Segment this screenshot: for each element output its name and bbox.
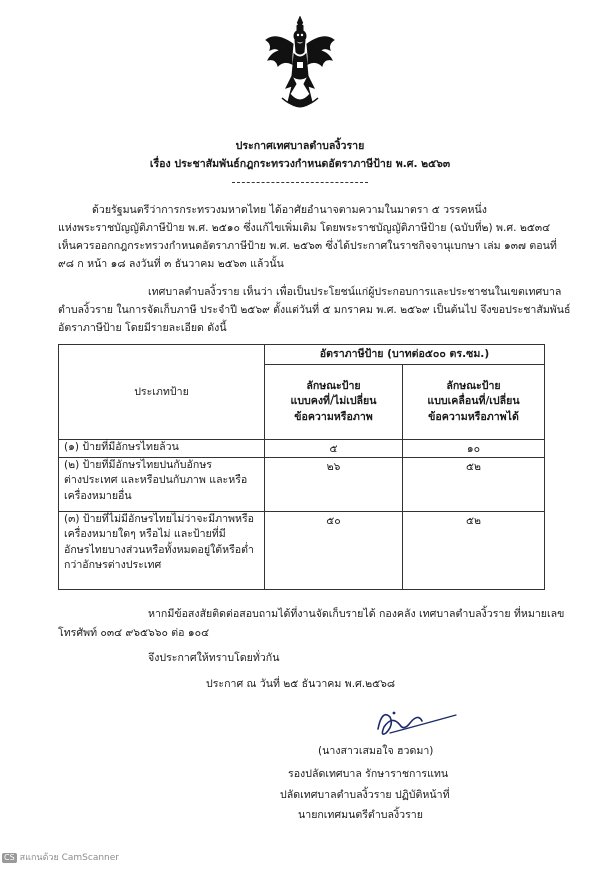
fixed-rate-value: ๒๖	[265, 458, 403, 512]
type-header-cell	[59, 345, 265, 440]
paragraph-line: อัตราภาษีป้าย โดยมีรายละเอียด ดังนี้	[58, 322, 227, 334]
signatory-position: ปลัดเทศบาลตำบลงิ้วราย ปฏิบัติหน้าที่	[280, 789, 450, 801]
paragraph-line: โทรศัพท์ ๐๓๔ ๙๖๕๖๖๐ ต่อ ๑๐๔	[58, 627, 210, 639]
announcement-title: ประกาศเทศบาลตำบลงิ้วราย	[235, 140, 365, 152]
paragraph-line: เห็นควรออกกฎกระทรวงกำหนดอัตราภาษีป้าย พ.ศ. ๒๕๖๓ ซึ่งได้ประกาศในราชกิจจานุเบกษา เล่ม ๑๓๗ ตอนที่	[58, 240, 557, 252]
signatory-name: (นางสาวเสมอใจ ฮวดมา)	[318, 745, 434, 757]
moving-rate-value: ๑๐	[403, 440, 545, 458]
camscanner-watermark	[2, 853, 119, 864]
announcement-subject: เรื่อง ประชาสัมพันธ์กฎกระทรวงกำหนดอัตราภาษีป้าย พ.ศ. ๒๕๖๓	[149, 158, 451, 170]
sign-type-cell: (๒) ป้ายที่มีอักษรไทยปนกับอักษร ต่างประเทศ และหรือปนกับภาพ และหรือ เครื่องหมายอื่น	[59, 458, 265, 512]
signatory-position: รองปลัดเทศบาล รักษาราชการแทน	[288, 768, 449, 780]
type-header: ประเภทป้าย	[134, 385, 189, 398]
sign-type-cell: (๓) ป้ายที่ไม่มีอักษรไทยไม่ว่าจะมีภาพหรือ เครื่องหมายใดๆ หรือไม่ และป้ายที่มี อักษรไทยบางส่วนหรือทั้งหมดอยู่ใต้หรือต่ำ กว่าอักษรต่างประเทศ	[59, 512, 265, 590]
camscanner-text: สแกนด้วย CamScanner	[19, 853, 119, 863]
title-divider	[232, 182, 368, 183]
moving-rate-value: ๕๒	[403, 458, 545, 512]
paragraph-line: เทศบาลตำบลงิ้วราย เห็นว่า เพื่อเป็นประโยชน์แก่ผู้ประกอบการและประชาชนในเขตเทศบาล	[148, 286, 562, 298]
rate-header: อัตราภาษีป้าย (บาทต่อ๕๐๐ ตร.ซม.)	[319, 348, 490, 361]
moving-rate-value: ๕๒	[403, 512, 545, 590]
paragraph-line: ตำบลงิ้วราย ในการจัดเก็บภาษี ประจำปี ๒๕๖๙ ตั้งแต่วันที่ ๕ มกราคม พ.ศ. ๒๕๖๙ เป็นต้นไป จึงขอประชาสัมพันธ์	[58, 304, 571, 316]
fixed-rate-value: ๕	[265, 440, 403, 458]
rate-header-cell	[265, 345, 545, 365]
moving-sign-header: ลักษณะป้าย แบบเคลื่อนที่/เปลี่ยน ข้อความหรือภาพได้	[403, 365, 545, 440]
paragraph-line: แห่งพระราชบัญญัติภาษีป้าย พ.ศ. ๒๕๑๐ ซึ่งแก้ไขเพิ่มเติม โดยพระราชบัญญัติภาษีป้าย (ฉบับที่๒) พ.ศ. ๒๕๓๔	[58, 222, 551, 234]
fixed-sign-header: ลักษณะป้าย แบบคงที่/ไม่เปลี่ยน ข้อความหรือภาพ	[265, 365, 403, 440]
signatory-position: นายกเทศมนตรีตำบลงิ้วราย	[298, 809, 423, 821]
paragraph-line: หากมีข้อสงสัยติดต่อสอบถามได้ที่งานจัดเก็บรายได้ กองคลัง เทศบาลตำบลงิ้วราย ที่หมายเลข	[148, 608, 565, 620]
announcement-date: ประกาศ ณ วันที่ ๒๕ ธันวาคม พ.ศ.๒๕๖๘	[206, 678, 396, 690]
table-row	[59, 512, 545, 590]
tax-rate-table	[58, 344, 545, 590]
fixed-rate-value: ๕๐	[265, 512, 403, 590]
sign-type-cell: (๑) ป้ายที่มีอักษรไทยล้วน	[59, 440, 265, 458]
camscanner-logo-icon: CS	[4, 853, 15, 862]
table-row	[59, 440, 545, 458]
paragraph-line: ด้วยรัฐมนตรีว่าการกระทรวงมหาดไทย ได้อาศัยอำนาจตามความในมาตรา ๕ วรรคหนึ่ง	[92, 204, 487, 216]
signature-scribble	[360, 703, 470, 743]
garuda-emblem-icon	[262, 14, 338, 114]
table-row	[59, 458, 545, 512]
closing-line: จึงประกาศให้ทราบโดยทั่วกัน	[148, 652, 280, 664]
paragraph-line: ๙๘ ก หน้า ๑๘ ลงวันที่ ๓ ธันวาคม ๒๕๖๓ แล้วนั้น	[58, 258, 284, 270]
